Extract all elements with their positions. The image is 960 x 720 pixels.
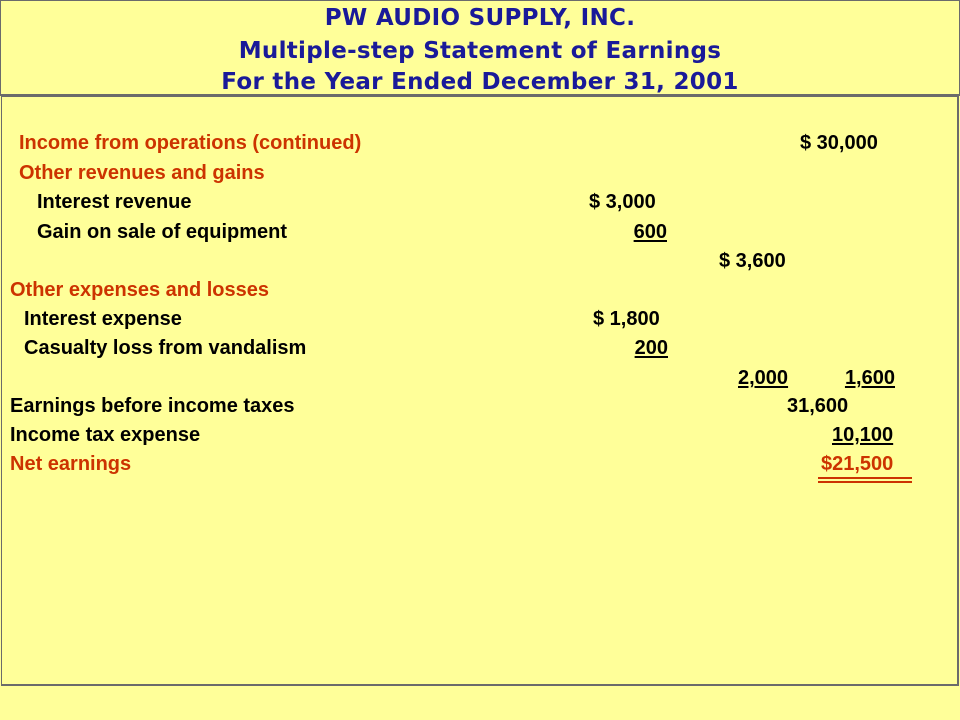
earnings-before-taxes-label: Earnings before income taxes — [10, 395, 295, 417]
statement-header — [0, 0, 960, 96]
interest-revenue-value: $ 3,000 — [589, 191, 656, 213]
income-tax-label: Income tax expense — [10, 424, 201, 446]
earnings-before-taxes-value: 31,600 — [787, 395, 849, 417]
casualty-loss-value: 200 — [634, 337, 668, 359]
other-revenues-total: $ 3,600 — [719, 250, 786, 272]
other-expenses-total: 2,000 — [738, 367, 789, 389]
statement-title: Multiple-step Statement of Earnings — [238, 38, 722, 64]
interest-expense-value: $ 1,800 — [593, 308, 660, 330]
net-other-amount: 1,600 — [844, 367, 895, 389]
interest-expense-label: Interest expense — [24, 308, 182, 330]
company-name: PW AUDIO SUPPLY, INC. — [324, 5, 636, 31]
net-earnings-value: $21,500 — [821, 453, 894, 475]
net-earnings-double-underline-bottom — [818, 481, 912, 483]
interest-revenue-label: Interest revenue — [37, 191, 192, 213]
net-earnings-label: Net earnings — [10, 453, 132, 475]
income-tax-value: 10,100 — [832, 424, 894, 446]
net-earnings-double-underline-top — [818, 477, 912, 479]
income-from-operations-value: $ 30,000 — [800, 132, 878, 154]
gain-on-sale-label: Gain on sale of equipment — [37, 221, 288, 243]
income-from-operations-label: Income from operations (continued) — [19, 132, 362, 154]
gain-on-sale-value: 600 — [633, 221, 667, 243]
casualty-loss-label: Casualty loss from vandalism — [24, 337, 307, 359]
other-revenues-label: Other revenues and gains — [19, 162, 265, 184]
other-expenses-label: Other expenses and losses — [10, 279, 270, 301]
statement-period: For the Year Ended December 31, 2001 — [221, 69, 739, 95]
